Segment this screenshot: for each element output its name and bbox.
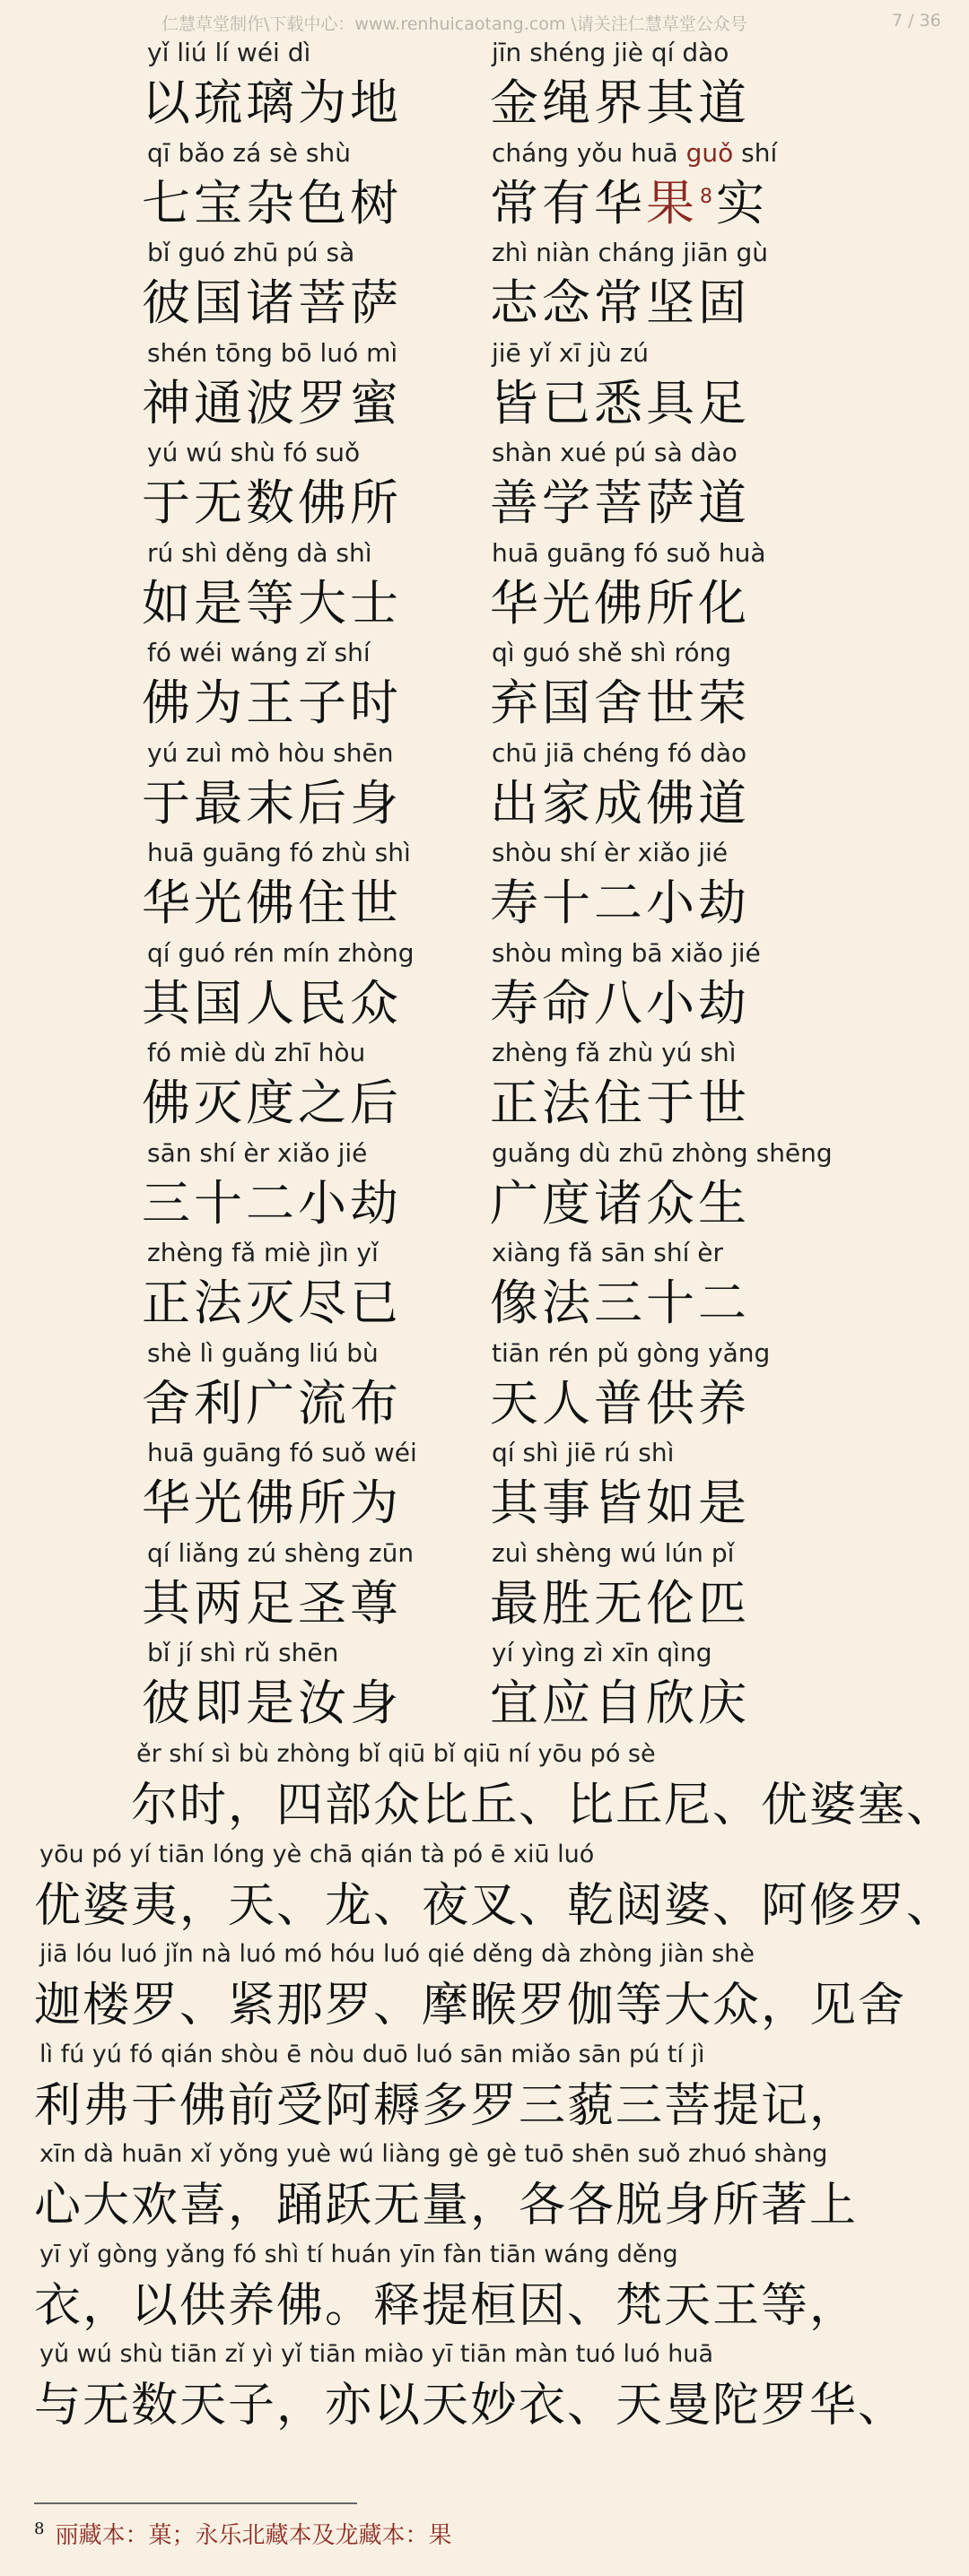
header-title: 仁慧草堂制作\下载中心：www.renhuicaotang.com \请关注仁慧草堂公众号	[162, 14, 747, 34]
prose-pinyin: yī yǐ gòng yǎng fó shì tí huán yīn fàn tiān wáng děng	[39, 2240, 678, 2268]
verse-right-text: 其事皆如是	[490, 1475, 750, 1531]
verse-left-pinyin: shén tōng bō luó mì	[147, 337, 398, 368]
verse-right-pinyin: shòu mìng bā xiǎo jié	[492, 937, 761, 968]
verse-right-text: 最胜无伦匹	[490, 1574, 750, 1632]
prose-pinyin: lì fú yú fó qián shòu ē nòu duō luó sān miǎo sān pú tí jì	[39, 2040, 705, 2068]
verse-left-text: 其两足圣尊	[142, 1574, 402, 1632]
pinyin-annotated: guǒ	[685, 137, 734, 168]
verse-left-pinyin: fó miè dù zhī hòu	[147, 1038, 366, 1067]
verse-right-text: 志念常坚固	[490, 274, 750, 331]
verse-left-pinyin: shè lì guǎng liú bù	[147, 1337, 379, 1368]
verse-left-pinyin: yú wú shù fó suǒ	[147, 438, 361, 467]
prose-pinyin: yǔ wú shù tiān zǐ yì yǐ tiān miào yī tiān màn tuó luó huā	[39, 2340, 714, 2368]
verse-left-text: 舍利广流布	[142, 1374, 402, 1432]
verse-right-text: 金绳界其道	[490, 74, 750, 131]
verse-right-pinyin: tiān rén pǔ gòng yǎng	[492, 1337, 771, 1368]
verse-left-text: 三十二小劫	[142, 1174, 402, 1231]
verse-left-text: 于最末后身	[142, 774, 402, 831]
verse-right-pinyin: zhèng fǎ zhù yú shì	[492, 1038, 737, 1067]
verse-left-text: 正法灭尽已	[142, 1275, 402, 1331]
footnote-divider	[34, 2502, 357, 2504]
verse-left-pinyin: qī bǎo zá sè shù	[147, 137, 351, 168]
prose-pinyin: xīn dà huān xǐ yǒng yuè wú liàng gè gè tuō shēn suǒ zhuó shàng	[39, 2140, 828, 2168]
text-segment: 常有华	[490, 174, 646, 231]
annotated-character: 果	[646, 174, 698, 231]
verse-right-text: 宜应自欣庆	[490, 1675, 750, 1731]
verse-right-text: 出家成佛道	[490, 774, 750, 831]
footnote-marker[interactable]: 8	[700, 185, 716, 208]
verse-right-pinyin: huā guāng fó suǒ huà	[492, 537, 766, 568]
verse-left-pinyin: bǐ guó zhū pú sà	[147, 238, 355, 267]
verse-right-text: 像法三十二	[490, 1275, 750, 1331]
prose-text: 利弗于佛前受阿耨多罗三藐三菩提记，	[34, 2078, 859, 2133]
page-header	[0, 5, 969, 36]
verse-left-text: 佛为王子时	[142, 674, 402, 731]
verse-left-pinyin: qí guó rén mín zhòng	[147, 937, 415, 968]
verse-right-text: 寿命八小劫	[490, 974, 750, 1031]
page-indicator: 7 / 36	[892, 11, 941, 30]
verse-right-text: 正法住于世	[490, 1075, 750, 1131]
footnote-number: 8	[34, 2519, 45, 2539]
verse-left-text: 其国人民众	[142, 974, 402, 1031]
verse-right-pinyin: yí yìng zì xīn qìng	[492, 1638, 712, 1667]
verse-left-pinyin: bǐ jí shì rǔ shēn	[147, 1638, 339, 1667]
verse-left-pinyin: fó wéi wáng zǐ shí	[147, 638, 371, 667]
prose-text: 尔时，四部众比丘、比丘尼、优婆塞、	[131, 1779, 956, 1832]
verse-right-pinyin: qí shì jiē rú shì	[492, 1438, 675, 1467]
pinyin-segment: shí	[733, 137, 778, 168]
prose-text: 迦楼罗、紧那罗、摩睺罗伽等大众，见舍	[34, 1979, 907, 2032]
footnote	[34, 2517, 451, 2550]
verse-left-text: 神通波罗蜜	[142, 374, 402, 431]
verse-right-pinyin: xiàng fǎ sān shí èr	[492, 1238, 723, 1267]
prose-text: 衣，以供养佛。释提桓因、梵天王等，	[34, 2278, 859, 2333]
verse-left-pinyin: zhèng fǎ miè jìn yǐ	[147, 1238, 379, 1267]
prose-pinyin: jiā lóu luó jǐn nà luó mó hóu luó qié děng dà zhòng jiàn shè	[39, 1940, 755, 1968]
verse-left-text: 华光佛所为	[142, 1475, 402, 1531]
verse-left-pinyin: rú shì děng dà shì	[147, 537, 372, 568]
pinyin-segment: cháng yǒu huā	[492, 137, 686, 168]
verse-right-pinyin: zuì shèng wú lún pǐ	[492, 1537, 735, 1568]
verse-right-text: 广度诸众生	[490, 1174, 750, 1231]
verse-left-pinyin: sān shí èr xiǎo jié	[147, 1137, 368, 1168]
verse-left-text: 于无数佛所	[142, 474, 402, 531]
verse-right-pinyin: shòu shí èr xiǎo jié	[492, 838, 729, 867]
verse-left-text: 彼国诸菩萨	[142, 274, 402, 331]
verse-right-pinyin	[492, 138, 777, 168]
verse-left-text: 华光佛住世	[142, 875, 402, 931]
verse-right-pinyin: jīn shéng jiè qí dào	[492, 38, 729, 67]
prose-pinyin: ěr shí sì bù zhòng bǐ qiū bǐ qiū ní yōu pó sè	[136, 1740, 656, 1768]
verse-left-text: 佛灭度之后	[142, 1075, 402, 1131]
verse-left-text: 以琉璃为地	[142, 74, 402, 131]
verse-right-text: 寿十二小劫	[490, 875, 750, 931]
verse-left-text: 彼即是汝身	[142, 1675, 402, 1731]
verse-right-pinyin: zhì niàn cháng jiān gù	[492, 238, 769, 267]
verse-right-text: 天人普供养	[490, 1374, 750, 1432]
verse-right-text: 华光佛所化	[490, 574, 750, 631]
verse-left-pinyin: huā guāng fó suǒ wéi	[147, 1438, 417, 1467]
verse-right-pinyin: shàn xué pú sà dào	[492, 438, 738, 467]
verse-right-text	[490, 165, 768, 234]
prose-text: 心大欢喜，踊跃无量，各各脱身所著上	[34, 2179, 859, 2232]
verse-left-text: 如是等大士	[142, 574, 402, 631]
verse-left-pinyin: huā guāng fó zhù shì	[147, 838, 411, 867]
verse-right-text: 弃国舍世荣	[490, 674, 750, 731]
footnote-text: 丽藏本：菓；永乐北藏本及龙藏本：果	[55, 2522, 452, 2549]
prose-text: 与无数天子，亦以天妙衣、天曼陀罗华、	[34, 2379, 907, 2432]
verse-right-text: 皆已悉具足	[490, 374, 750, 431]
text-segment: 实	[716, 174, 768, 231]
verse-right-pinyin: qì guó shě shì róng	[492, 638, 732, 667]
verse-left-pinyin: yú zuì mò hòu shēn	[147, 737, 394, 768]
verse-left-pinyin: yǐ liú lí wéi dì	[147, 38, 311, 67]
verse-right-pinyin: guǎng dù zhū zhòng shēng	[492, 1137, 833, 1168]
verse-right-text: 善学菩萨道	[490, 474, 750, 531]
verse-left-text: 七宝杂色树	[142, 174, 402, 231]
prose-text: 优婆夷，天、龙、夜叉、乾闼婆、阿修罗、	[34, 1878, 956, 1933]
verse-right-pinyin: jiē yǐ xī jù zú	[492, 337, 650, 368]
prose-pinyin: yōu pó yí tiān lóng yè chā qián tà pó ē xiū luó	[39, 1840, 595, 1868]
verse-left-pinyin: qí liǎng zú shèng zūn	[147, 1537, 415, 1568]
verse-right-pinyin: chū jiā chéng fó dào	[492, 737, 747, 768]
